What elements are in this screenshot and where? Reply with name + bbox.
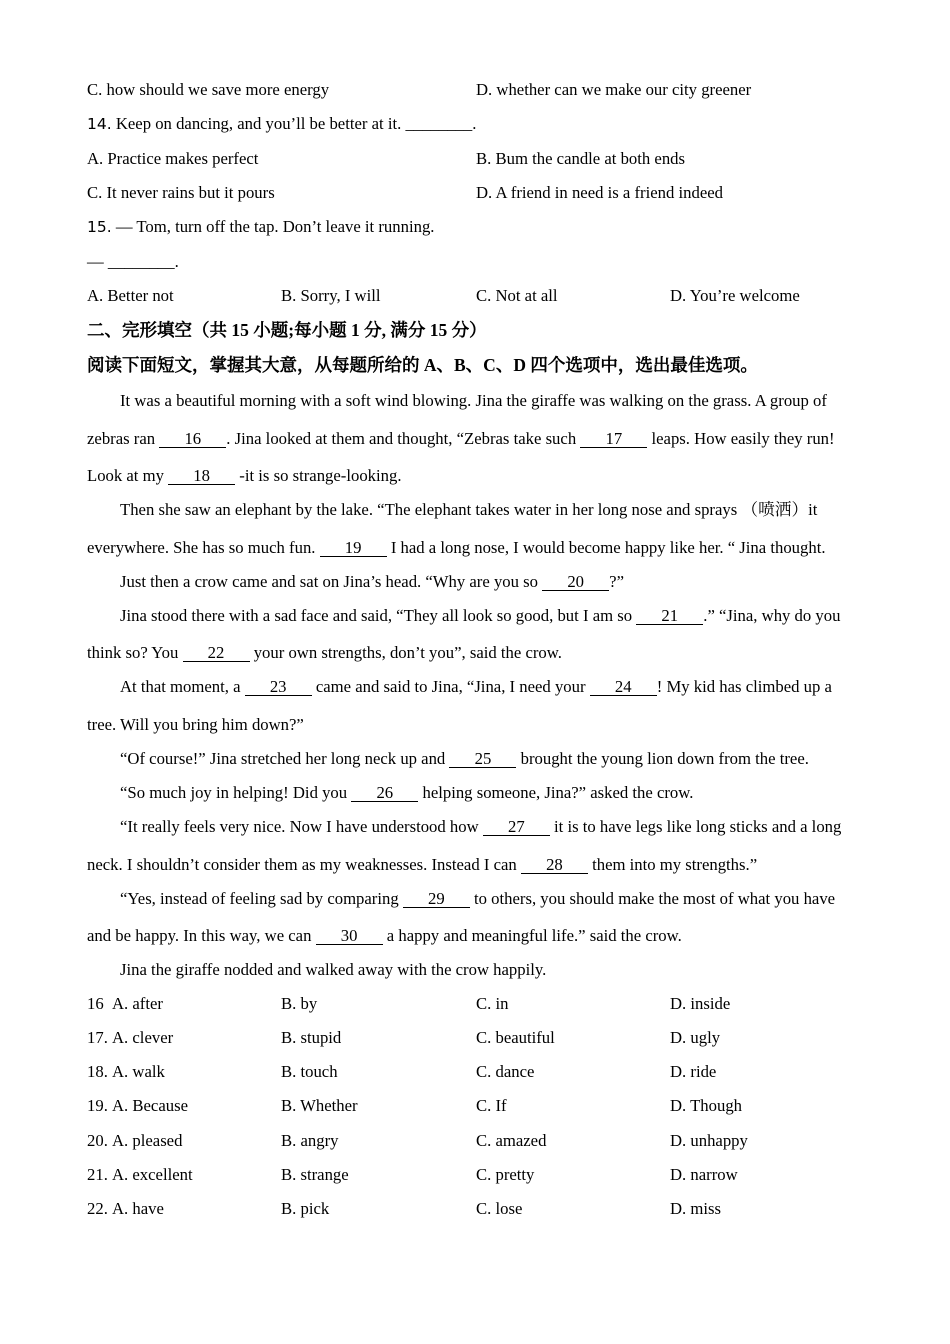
option-a: A. walk (112, 1062, 165, 1081)
passage-line (87, 925, 682, 947)
option-a: A. Because (112, 1096, 188, 1115)
cloze-blank-27: 27 (483, 818, 550, 836)
cloze-blank-16: 16 (159, 430, 226, 448)
option-a: A. Better not (87, 286, 174, 305)
question-13-options-cd (0, 79, 950, 101)
option-d: D. narrow (670, 1165, 738, 1184)
cloze-blank-20: 20 (542, 573, 609, 591)
cloze-blank-18: 18 (168, 467, 235, 485)
option-b: B. angry (281, 1131, 339, 1150)
cloze-question-19 (0, 1095, 950, 1117)
passage-line (120, 571, 624, 593)
passage-text: “It really feels very nice. Now I have understood how (120, 817, 483, 836)
cloze-question-17 (0, 1027, 950, 1049)
passage-line (120, 605, 840, 627)
passage-text: everywhere. She has so much fun. (87, 538, 320, 557)
cloze-blank-23: 23 (245, 678, 312, 696)
passage-line (87, 465, 402, 487)
passage-text: “So much joy in helping! Did you (120, 783, 352, 802)
option-a: A. after (112, 994, 163, 1013)
option-b: B. pick (281, 1199, 330, 1218)
passage-line (87, 854, 757, 876)
cloze-blank-19: 19 (320, 539, 387, 557)
passage-line (87, 428, 835, 450)
passage-line (120, 816, 841, 838)
question-text: Keep on dancing, and you’ll be better at it. ________. (115, 114, 477, 133)
passage-text: brought the young lion down from the tree. (516, 749, 809, 768)
passage-text: -it is so strange-looking. (235, 466, 402, 485)
passage-text: your own strengths, don’t you”, said the crow. (249, 643, 562, 662)
passage-text: neck. I shouldn’t consider them as my weaknesses. Instead I can (87, 855, 521, 874)
passage-line (120, 499, 817, 521)
passage-text: Look at my (87, 466, 169, 485)
option-d: D. inside (670, 994, 731, 1013)
section-title: 二、完形填空（共 15 小题;每小题 1 分, 满分 15 分） (87, 320, 487, 340)
question-number: 17. (87, 1028, 108, 1047)
option-d: D. ride (670, 1062, 717, 1081)
option-b: B. strange (281, 1165, 349, 1184)
passage-line (87, 537, 826, 559)
cloze-blank-24: 24 (590, 678, 657, 696)
passage-text: “Yes, instead of feeling sad by comparing (120, 889, 403, 908)
cloze-blank-28: 28 (521, 856, 588, 874)
passage-text: a happy and meaningful life.” said the crow. (382, 926, 682, 945)
question-number: 18. (87, 1062, 108, 1081)
cloze-blank-25: 25 (449, 750, 516, 768)
cloze-blank-26: 26 (351, 784, 418, 802)
cloze-question-21 (0, 1164, 950, 1186)
passage-text: . Jina looked at them and thought, “Zebras take such (226, 429, 581, 448)
passage-line (120, 390, 827, 412)
cloze-blank-29: 29 (403, 890, 470, 908)
passage-text: it is to have legs like long sticks and a long (549, 817, 842, 836)
option-c: C. beautiful (476, 1028, 555, 1047)
option-a: A. Practice makes perfect (87, 149, 259, 168)
passage-text: to others, you should make the most of what you have (469, 889, 836, 908)
section-instruction (0, 354, 950, 376)
passage-text: and be happy. In this way, we can (87, 926, 316, 945)
option-c: C. pretty (476, 1165, 535, 1184)
cloze-blank-17: 17 (580, 430, 647, 448)
option-d: D. You’re welcome (670, 286, 800, 305)
cloze-blank-21: 21 (636, 607, 703, 625)
passage-line (87, 714, 304, 736)
option-b: B. stupid (281, 1028, 342, 1047)
instruction-text: 阅读下面短文，掌握其大意，从每题所给的 A、B、C、D 四个选项中，选出最佳选项。 (87, 355, 758, 375)
passage-text: leaps. How easily they run! (647, 429, 835, 448)
passage-text: ?” (609, 572, 624, 591)
question-14-options-ab (0, 148, 950, 170)
option-d: D. unhappy (670, 1131, 748, 1150)
question-14-stem (0, 113, 950, 135)
option-b: B. by (281, 994, 318, 1013)
cloze-question-18 (0, 1061, 950, 1083)
question-number: 16 (87, 994, 104, 1013)
option-c: C. If (476, 1096, 507, 1115)
option-d: D. whether can we make our city greener (476, 80, 752, 99)
option-b: B. Whether (281, 1096, 358, 1115)
option-a: A. clever (112, 1028, 174, 1047)
passage-text: Jina stood there with a sad face and said, “They all look so good, but I am so (120, 606, 637, 625)
passage-text: ! My kid has climbed up a (656, 677, 832, 696)
passage-text: think so? You (87, 643, 183, 662)
option-b: B. touch (281, 1062, 338, 1081)
passage-text: “Of course!” Jina stretched her long neck up and (120, 749, 450, 768)
option-c: C. It never rains but it pours (87, 183, 275, 202)
passage-text: tree. Will you bring him down?” (87, 715, 304, 734)
question-15-options (0, 285, 950, 307)
question-number: 15. (87, 218, 112, 236)
option-d: D. miss (670, 1199, 721, 1218)
passage-line (120, 959, 546, 981)
cloze-blank-22: 22 (183, 644, 250, 662)
option-d: D. Though (670, 1096, 743, 1115)
passage-text: .” “Jina, why do you (703, 606, 841, 625)
question-number: 14. (87, 115, 112, 133)
question-number: 20. (87, 1131, 108, 1150)
passage-text: Then she saw an elephant by the lake. “The elephant takes water in her long nose and sprays （喷洒）it (120, 500, 818, 519)
cloze-question-20 (0, 1130, 950, 1152)
cloze-blank-30: 30 (316, 927, 383, 945)
reply-text: — ________. (87, 252, 179, 271)
option-c: C. amazed (476, 1131, 547, 1150)
question-number: 19. (87, 1096, 108, 1115)
passage-line (120, 748, 809, 770)
passage-text: them into my strengths.” (587, 855, 758, 874)
passage-line (87, 642, 562, 664)
passage-line (120, 782, 693, 804)
option-c: C. lose (476, 1199, 523, 1218)
passage-text: At that moment, a (120, 677, 245, 696)
option-c: C. Not at all (476, 286, 558, 305)
section-heading (0, 319, 950, 341)
question-number: 21. (87, 1165, 108, 1184)
cloze-question-22 (0, 1198, 950, 1220)
option-c: C. in (476, 994, 509, 1013)
option-c: C. dance (476, 1062, 535, 1081)
option-a: A. excellent (112, 1165, 193, 1184)
question-text: — Tom, turn off the tap. Don’t leave it running. (115, 217, 435, 236)
cloze-question-16 (0, 993, 950, 1015)
question-14-options-cd (0, 182, 950, 204)
option-a: A. have (112, 1199, 164, 1218)
passage-line (120, 888, 835, 910)
passage-text: zebras ran (87, 429, 160, 448)
option-d: D. ugly (670, 1028, 721, 1047)
question-number: 22. (87, 1199, 108, 1218)
option-a: A. pleased (112, 1131, 183, 1150)
question-15-stem (0, 216, 950, 238)
option-c: C. how should we save more energy (87, 80, 330, 99)
passage-text: helping someone, Jina?” asked the crow. (418, 783, 694, 802)
option-d: D. A friend in need is a friend indeed (476, 183, 723, 202)
option-b: B. Sorry, I will (281, 286, 381, 305)
passage-text: I had a long nose, I would become happy like her. “ Jina thought. (386, 538, 826, 557)
passage-text: Jina the giraffe nodded and walked away with the crow happily. (120, 960, 547, 979)
option-b: B. Bum the candle at both ends (476, 149, 686, 168)
passage-text: Just then a crow came and sat on Jina’s head. “Why are you so (120, 572, 543, 591)
passage-line (120, 676, 832, 698)
passage-text: It was a beautiful morning with a soft wind blowing. Jina the giraffe was walking on the grass. A group of (120, 391, 827, 410)
question-15-reply (0, 251, 950, 273)
passage-text: came and said to Jina, “Jina, I need your (311, 677, 590, 696)
